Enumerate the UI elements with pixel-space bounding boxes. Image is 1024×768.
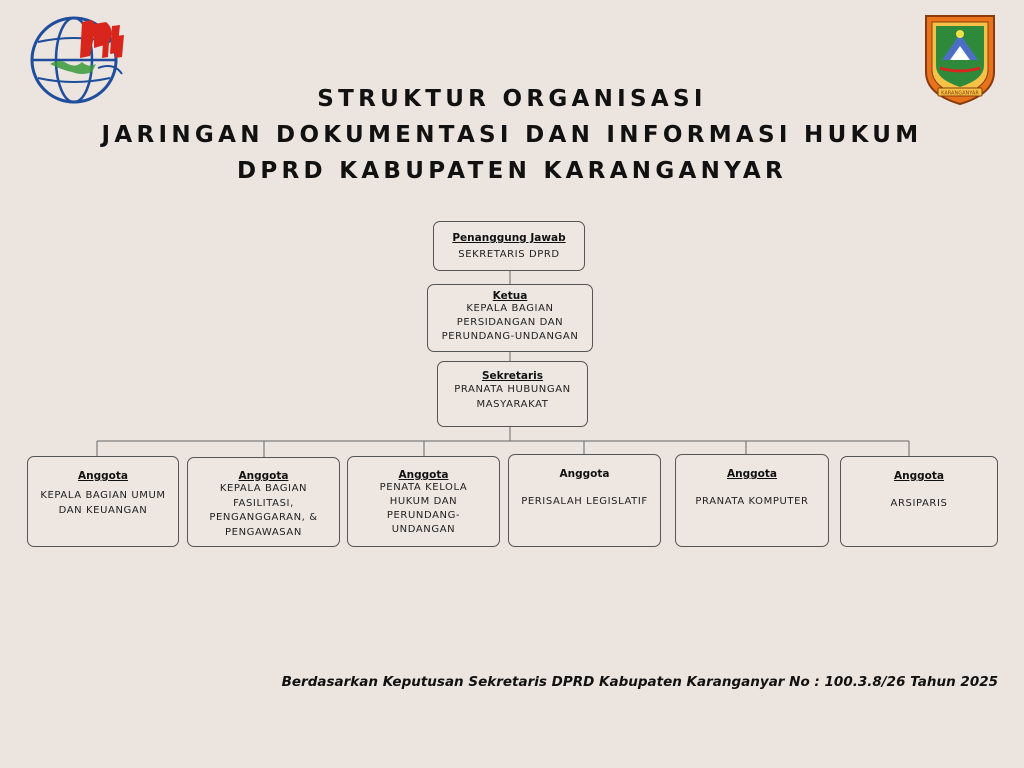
- holder-anggota: KEPALA BAGIAN FASILITASI, PENGANGGARAN, & PENGAWASAN: [209, 483, 318, 538]
- box-anggota-5: [675, 454, 829, 547]
- box-sekretaris: [437, 361, 588, 427]
- holder-penanggung-jawab: SEKRETARIS DPRD: [458, 249, 560, 260]
- role-anggota: Anggota: [559, 468, 610, 480]
- emblem-banner-text: KARANGANYAR: [941, 90, 979, 97]
- role-sekretaris: Sekretaris: [481, 370, 544, 382]
- holder-anggota: ARSIPARIS: [890, 498, 948, 509]
- box-anggota-4: [508, 454, 661, 547]
- box-penanggung-jawab: [433, 221, 585, 271]
- holder-ketua: KEPALA BAGIAN PERSIDANGAN DAN PERUNDANG-UNDANGAN: [441, 303, 579, 342]
- title-line-2: JARINGAN DOKUMENTASI DAN INFORMASI HUKUM: [101, 122, 923, 148]
- title-line-3: DPRD KABUPATEN KARANGANYAR: [236, 158, 788, 184]
- box-anggota-6: [840, 456, 998, 547]
- legal-basis-footnote: Berdasarkan Keputusan Sekretaris DPRD Kabupaten Karanganyar No : 100.3.8/26 Tahun 2025: [281, 674, 998, 690]
- role-anggota: Anggota: [238, 470, 289, 482]
- holder-anggota: PERISALAH LEGISLATIF: [521, 496, 648, 507]
- box-anggota-1: [27, 456, 179, 547]
- holder-anggota: PRANATA KOMPUTER: [695, 496, 809, 507]
- holder-anggota: PENATA KELOLA HUKUM DAN PERUNDANG- UNDANGAN: [379, 482, 468, 535]
- role-anggota: Anggota: [398, 469, 449, 481]
- holder-anggota: KEPALA BAGIAN UMUM DAN KEUANGAN: [40, 490, 166, 516]
- title-line-1: STRUKTUR ORGANISASI: [317, 86, 707, 112]
- box-anggota-3: [347, 456, 500, 547]
- role-anggota: Anggota: [727, 468, 777, 480]
- box-anggota-2: [187, 457, 340, 547]
- role-anggota: Anggota: [894, 470, 944, 482]
- role-ketua: Ketua: [492, 290, 528, 302]
- role-penanggung-jawab: Penanggung Jawab: [452, 232, 566, 244]
- role-anggota: Anggota: [78, 470, 128, 482]
- holder-sekretaris: PRANATA HUBUNGAN MASYARAKAT: [454, 384, 571, 410]
- box-ketua: [427, 284, 593, 352]
